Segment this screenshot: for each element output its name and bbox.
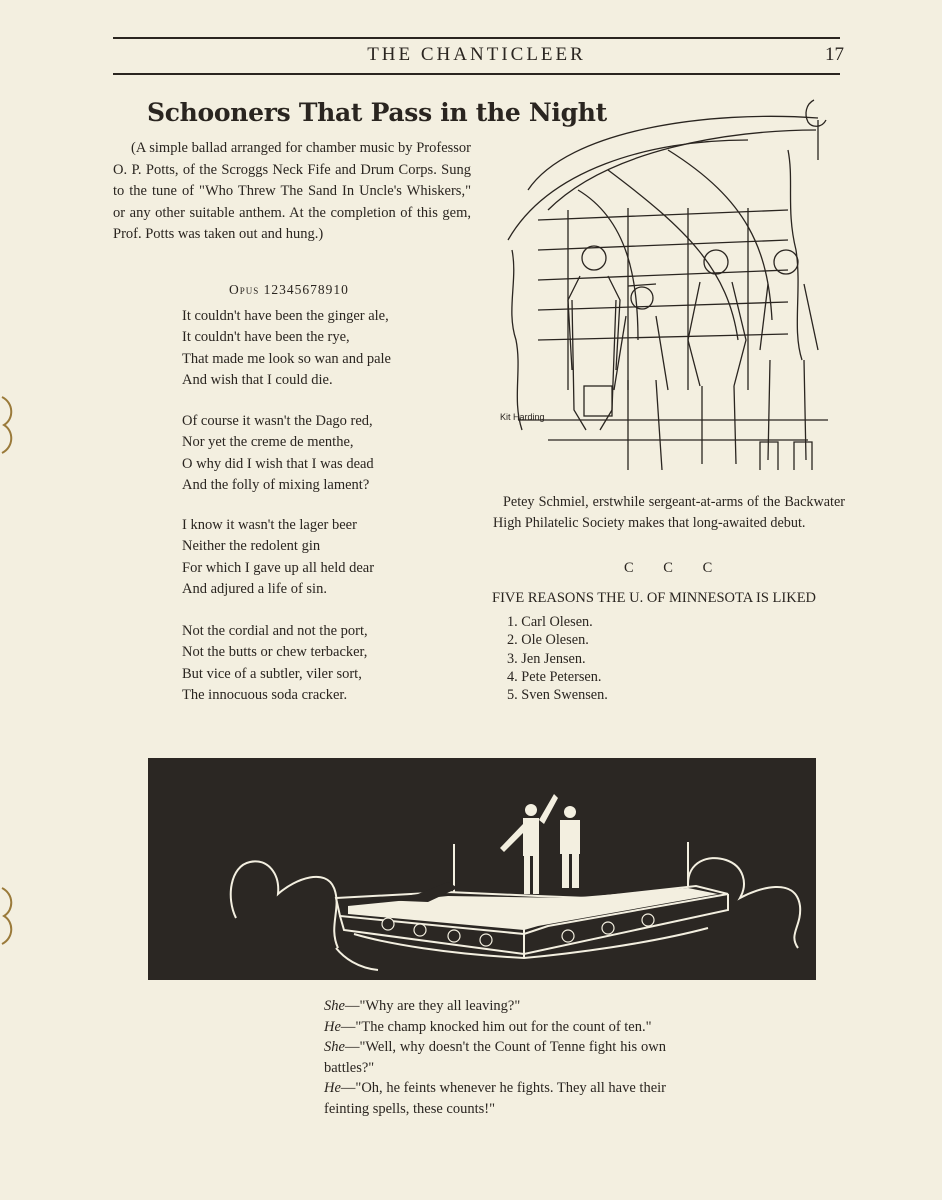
- list-item: 4. Pete Petersen.: [507, 668, 602, 685]
- header-bottom-rule: [113, 73, 840, 75]
- dialog-line: [324, 1017, 666, 1038]
- poem-intro: (A simple ballad arranged for chamber music by Professor O. P. Potts, of the Scroggs Neck Fife and Drum Corps. Sung to the tune of "Who Threw The Sand In Uncle's Whiskers," or any other suitable anthem. At the completion of this gem, Prof. Potts was taken out and hung.): [113, 140, 471, 242]
- poem-title: Schooners That Pass in the Night: [147, 98, 607, 127]
- verse-line: And adjured a life of sin.: [182, 580, 327, 597]
- verse-line: Of course it wasn't the Dago red,: [182, 413, 373, 429]
- dialog-speaker: He: [324, 1018, 341, 1035]
- opus-heading: Opus 12345678910: [229, 282, 349, 297]
- dialog-line: [324, 996, 666, 1017]
- debut-sketch-illustration: [488, 90, 840, 470]
- dialog-speaker: She: [324, 1039, 345, 1055]
- boxing-ring-illustration: [148, 758, 816, 980]
- signature-text: Kit Harding: [500, 412, 545, 422]
- dialog-text: —"Why are they all leaving?": [344, 998, 521, 1014]
- verse-line: Not the cordial and not the port,: [182, 623, 368, 639]
- verse-line: Not the butts or chew terbacker,: [182, 644, 368, 661]
- list-item: 5. Sven Swensen.: [507, 687, 608, 704]
- verse-line: But vice of a subtler, viler sort,: [182, 665, 362, 682]
- verse-line: O why did I wish that I was dead: [182, 455, 374, 472]
- dialog-speaker: He: [324, 1080, 341, 1096]
- verse-line: For which I gave up all held dear: [182, 559, 375, 576]
- verse-line: Neither the redolent gin: [182, 538, 321, 555]
- list-item: 1. Carl Olesen.: [507, 614, 593, 630]
- reasons-list: [507, 613, 608, 704]
- list-item: 3. Jen Jensen.: [507, 650, 586, 667]
- dialog-text: —"The champ knocked him out for the count of ten.": [340, 1018, 652, 1035]
- dialog-line: [324, 1078, 666, 1119]
- dialog-line: [324, 1037, 666, 1078]
- binder-ring-bottom: [0, 884, 14, 948]
- binder-ring-top: [0, 393, 14, 457]
- joke-dialog: [324, 996, 666, 1119]
- page-number: 17: [825, 44, 844, 65]
- list-item: 2. Ole Olesen.: [507, 632, 589, 649]
- publication-title: THE CHANTICLEER: [367, 44, 586, 65]
- verse-line: I know it wasn't the lager beer: [182, 517, 357, 533]
- artist-signature: [500, 412, 545, 422]
- verse-line: That made me look so wan and pale: [182, 350, 391, 367]
- section-separator: C C C: [624, 560, 713, 576]
- dialog-text: —"Oh, he feints whenever he fights. They all have their feinting spells, these counts!": [324, 1080, 666, 1117]
- dialog-text: —"Well, why doesn't the Count of Tenne fight his own battles?": [324, 1039, 666, 1076]
- reasons-heading: FIVE REASONS THE U. OF MINNESOTA IS LIKED: [492, 590, 817, 606]
- header-top-rule: [113, 37, 840, 39]
- dialog-speaker: She: [324, 998, 345, 1014]
- stanza-1: [182, 306, 391, 391]
- verse-line: The innocuous soda cracker.: [182, 686, 348, 703]
- verse-line: It couldn't have been the rye,: [182, 329, 350, 346]
- stanza-2: [182, 411, 374, 496]
- verse-line: It couldn't have been the ginger ale,: [182, 308, 389, 324]
- verse-line: And wish that I could die.: [182, 371, 333, 388]
- stanza-4: [182, 621, 368, 706]
- verse-line: Nor yet the creme de menthe,: [182, 434, 354, 451]
- stanza-3: [182, 515, 374, 600]
- verse-line: And the folly of mixing lament?: [182, 476, 370, 493]
- illustration-caption: Petey Schmiel, erstwhile sergeant-at-arms of the Backwater High Philatelic Society makes that long-awaited debut.: [493, 494, 845, 531]
